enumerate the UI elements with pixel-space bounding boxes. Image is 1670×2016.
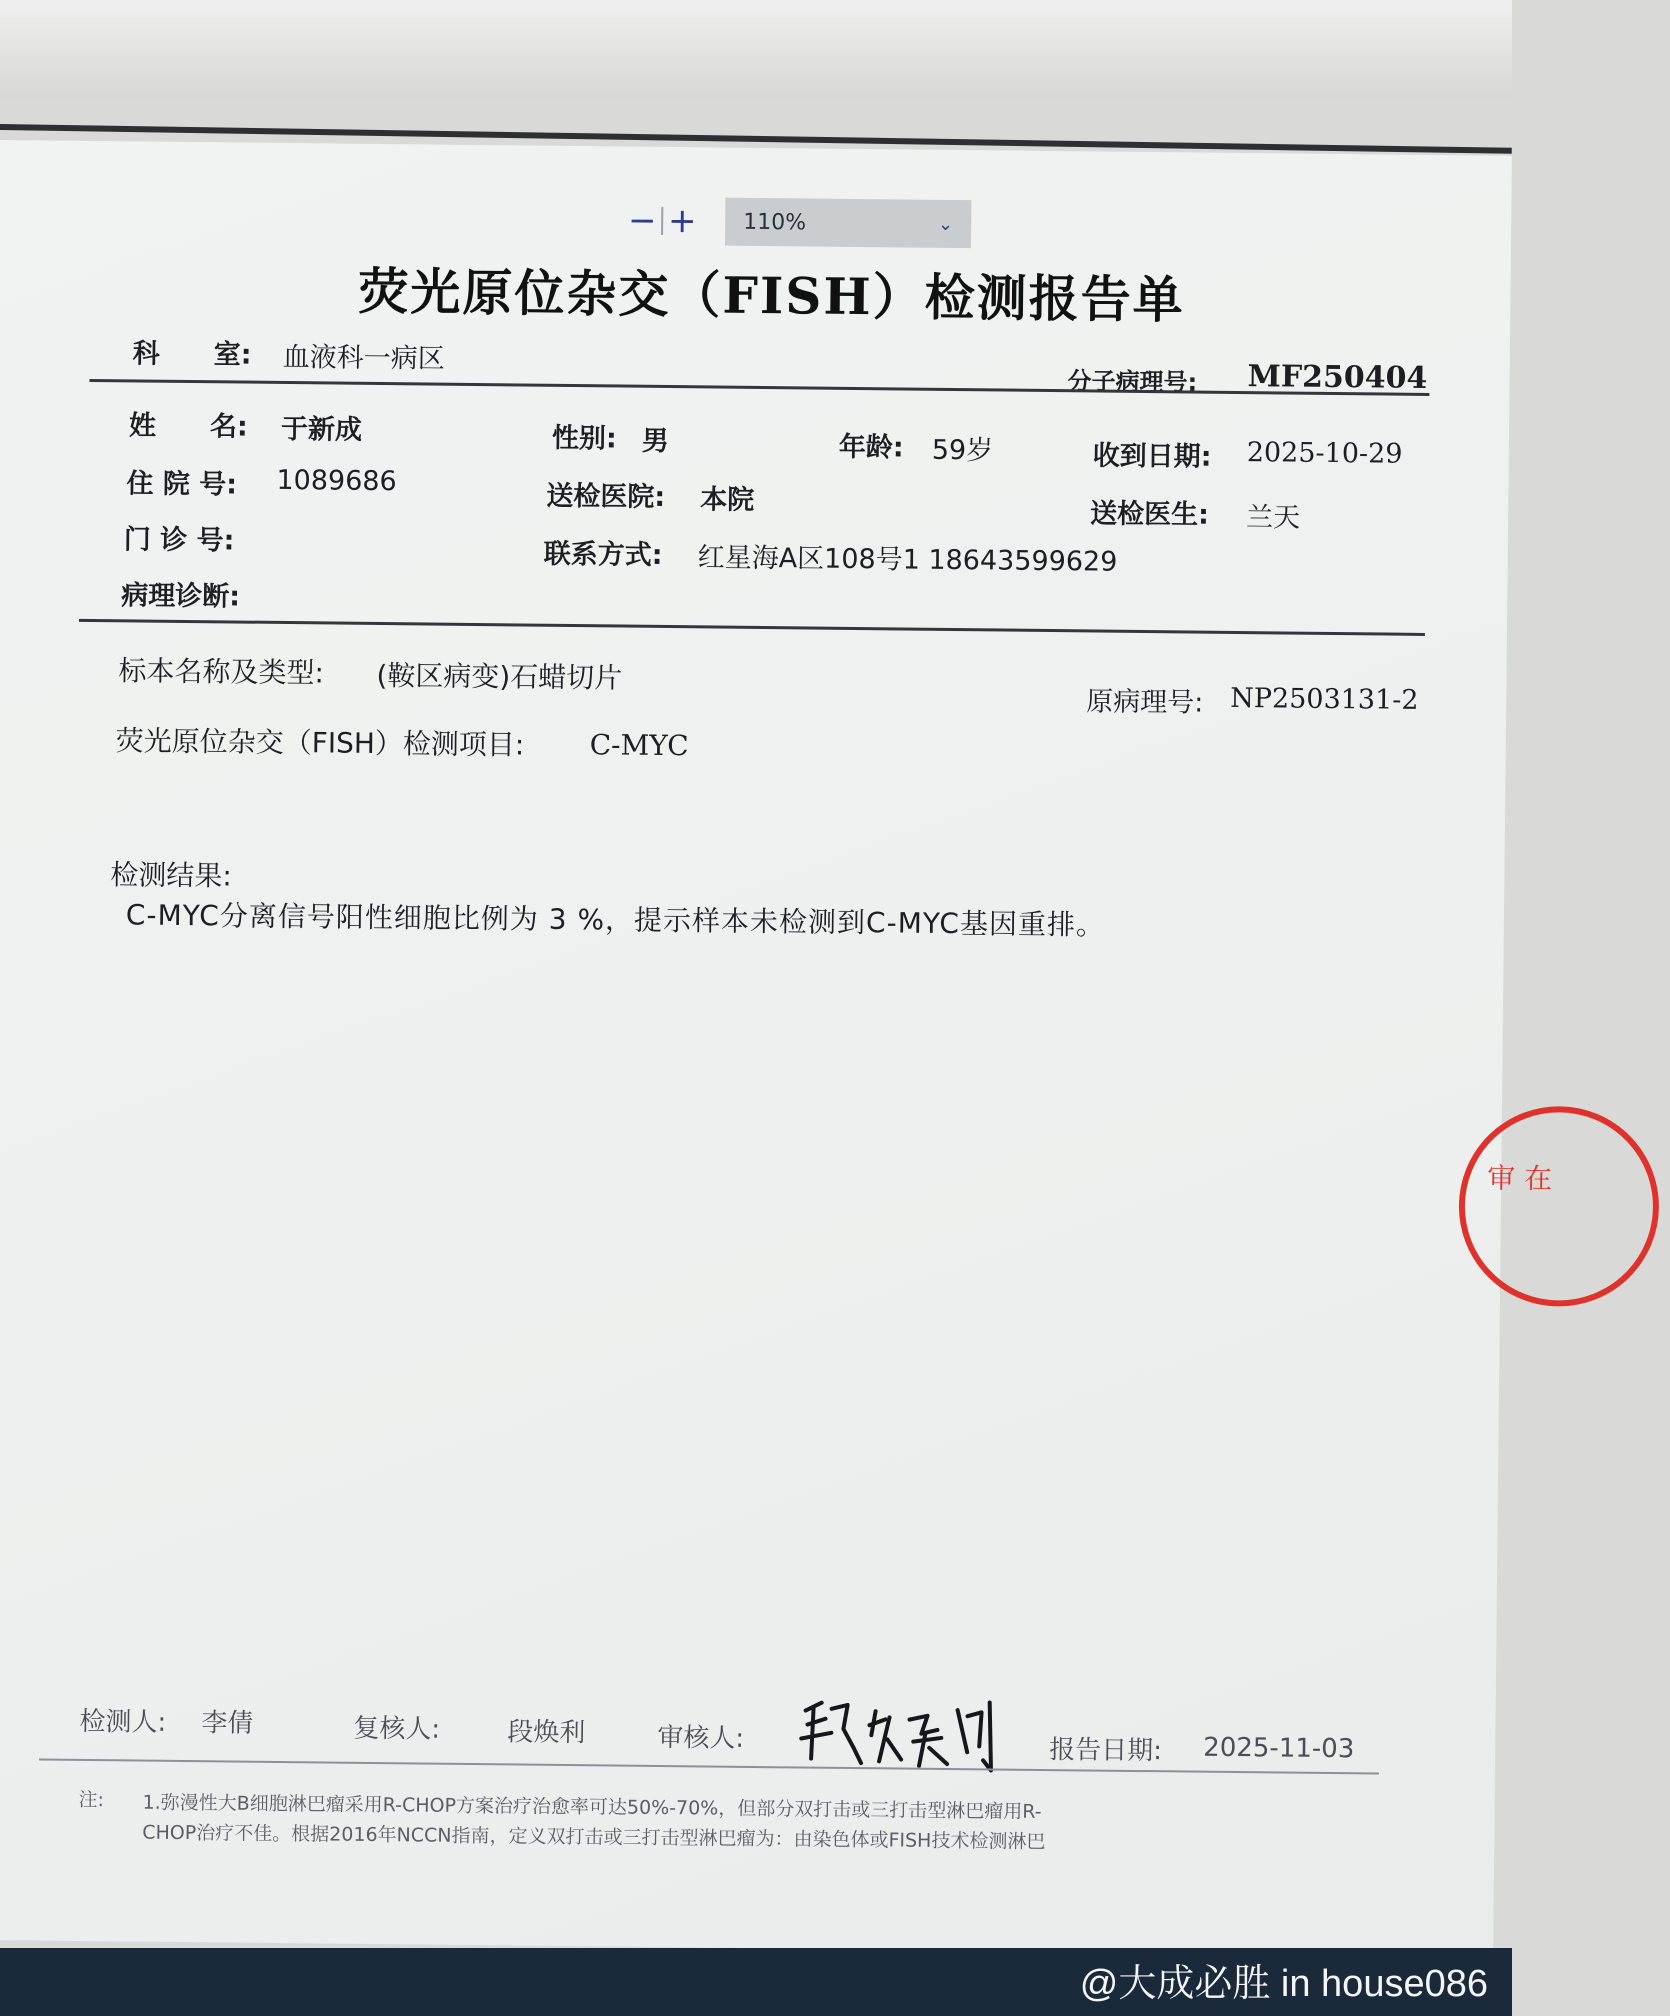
hospital-value: 本院	[700, 484, 755, 516]
tester-value: 李倩	[201, 1708, 254, 1739]
received-date-value: 2025-10-29	[1246, 437, 1403, 470]
inpatient-no-label: 住 院 号:	[126, 468, 238, 501]
test-item-value: C-MYC	[589, 728, 689, 763]
gender-value: 男	[641, 425, 670, 458]
zoom-out-button[interactable]: −	[627, 200, 657, 241]
result-text: C-MYC分离信号阳性细胞比例为 3 %，提示样本未检测到C-MYC基因重排。	[125, 898, 1106, 942]
report-title: 荧光原位杂交（FISH）检测报告单	[358, 261, 1185, 330]
department-value: 血液科一病区	[282, 341, 445, 375]
name-label: 姓 名:	[128, 410, 248, 443]
hospital-label: 送检医院:	[546, 480, 666, 513]
toolbar-separator	[661, 207, 663, 235]
report-date-value: 2025-11-03	[1203, 1732, 1355, 1765]
seal-text: 审 在	[1487, 1161, 1553, 1196]
zoom-in-button[interactable]: +	[667, 201, 697, 242]
name-value: 于新成	[280, 413, 363, 446]
contact-value: 红星海A区108号1 18643599629	[697, 542, 1118, 578]
zoom-level-value: 110%	[743, 209, 807, 235]
mol-path-no-value: MF250404	[1247, 359, 1428, 396]
note-line-2: CHOP治疗不佳。根据2016年NCCN指南，定义双打击或三打击型淋巴瘤为：由染色体或FISH技术检测淋巴	[142, 1821, 1046, 1854]
contact-label: 联系方式:	[543, 538, 663, 571]
age-value: 59岁	[931, 434, 994, 467]
zoom-level-select[interactable]	[725, 198, 971, 249]
doctor-value: 兰天	[1245, 502, 1301, 534]
reviewer-value: 段焕利	[507, 1717, 586, 1749]
note-label: 注:	[78, 1788, 105, 1812]
pathology-diagnosis-label: 病理诊断:	[121, 580, 241, 613]
gender-label: 性别:	[551, 422, 617, 455]
original-path-no-label: 原病理号:	[1086, 686, 1204, 719]
monitor-bezel-top	[0, 0, 1512, 100]
footer-divider	[39, 1758, 1379, 1774]
auditor-label: 审核人:	[657, 1722, 745, 1754]
header-divider	[89, 379, 1429, 396]
tester-label: 检测人:	[79, 1706, 167, 1738]
outpatient-no-label: 门 诊 号:	[123, 524, 235, 557]
zoom-toolbar	[625, 197, 971, 249]
specimen-label: 标本名称及类型:	[118, 654, 325, 690]
doctor-label: 送检医生:	[1089, 498, 1210, 531]
department-label: 科 室:	[132, 338, 252, 371]
mol-path-no-label: 分子病理号:	[1067, 367, 1198, 397]
watermark: @大成必胜 in house086	[1079, 1963, 1488, 2005]
specimen-value: (鞍区病变)石蜡切片	[376, 658, 623, 695]
official-seal	[1458, 1105, 1660, 1307]
report-date-label: 报告日期:	[1049, 1735, 1163, 1767]
result-label: 检测结果:	[110, 858, 232, 893]
patient-info-divider	[79, 619, 1425, 636]
inpatient-no-value: 1089686	[276, 464, 397, 498]
age-label: 年龄:	[838, 431, 904, 464]
original-path-no-value: NP2503131-2	[1230, 682, 1419, 716]
reviewer-label: 复核人:	[353, 1713, 441, 1745]
test-item-label: 荧光原位杂交（FISH）检测项目:	[115, 724, 525, 762]
note-line-1: 1.弥漫性大B细胞淋巴瘤采用R-CHOP方案治疗治愈率可达50%-70%，但部分双打击或三打击型淋巴瘤用R-	[142, 1791, 1042, 1823]
chevron-down-icon: ⌄	[937, 213, 954, 235]
received-date-label: 收到日期:	[1092, 440, 1212, 473]
report-page	[0, 140, 1553, 1956]
